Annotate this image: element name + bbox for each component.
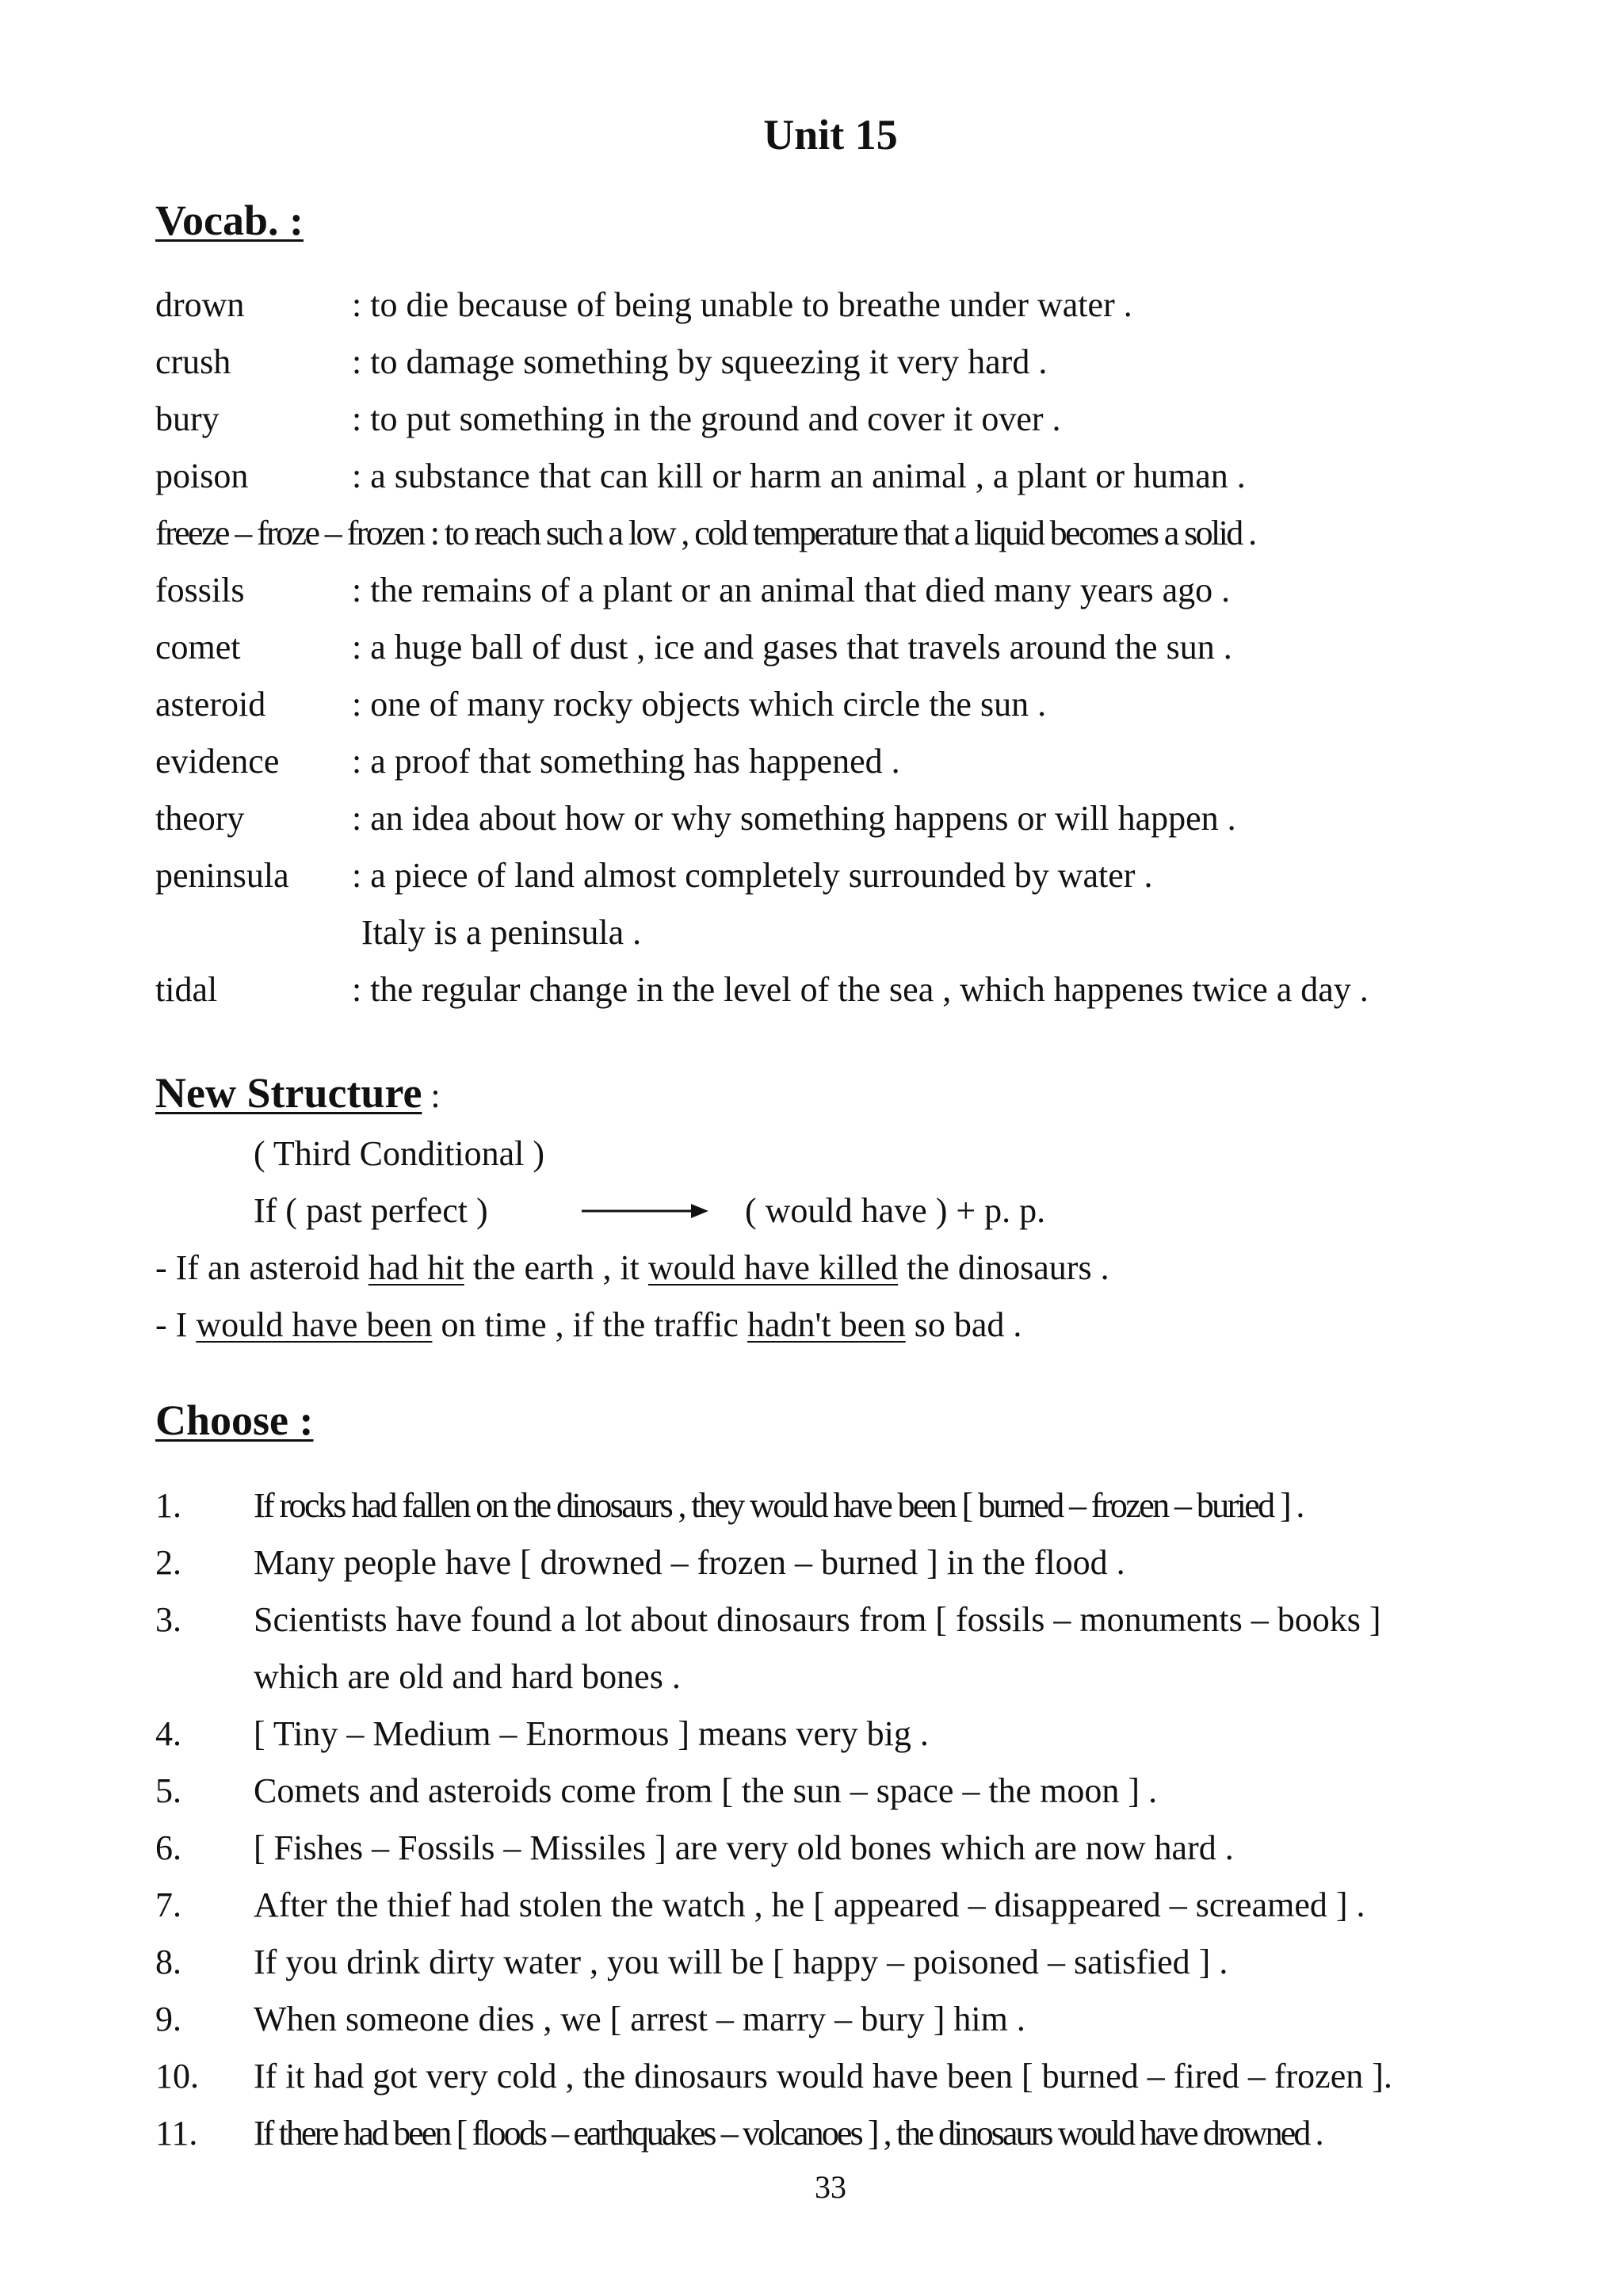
vocab-term: tidal [155,970,218,1009]
structure-heading-colon: : [422,1076,441,1115]
example-text: - If an asteroid [155,1248,369,1287]
question-number: 7. [155,1885,181,1924]
vocab-entry-freeze: freeze – froze – frozen : to reach such a low , cold temperature that a liquid becomes a solid . [155,514,1255,552]
structure-heading [155,1068,441,1121]
example-text: the earth , it [464,1248,648,1287]
structure-example-2 [155,1303,1022,1347]
question-number: 6. [155,1828,181,1867]
structure-formula-right: ( would have ) + p. p. [745,1191,1046,1230]
vocab-definition: : a huge ball of dust , ice and gases that travels around the sun . [352,628,1232,667]
question-text: If there had been [ floods – earthquakes – volcanoes ] , the dinosaurs would have drowned . [254,2114,1322,2153]
question-text: After the thief had stolen the watch , he [ appeared – disappeared – screamed ] . [254,1885,1365,1924]
vocab-definition: : a piece of land almost completely surrounded by water . [352,856,1153,895]
example-underlined: had hit [368,1248,464,1287]
example-underlined: hadn't been [747,1305,906,1344]
example-underlined: would have been [196,1305,433,1344]
question-text: which are old and hard bones . [254,1657,681,1696]
vocab-definition: : to put something in the ground and cover it over . [352,399,1061,438]
question-number: 2. [155,1543,181,1582]
structure-name: ( Third Conditional ) [254,1134,545,1173]
vocab-term: comet [155,628,241,667]
vocab-term: peninsula [155,856,289,895]
question-number: 5. [155,1771,181,1810]
example-text: so bad . [905,1305,1022,1344]
structure-example-1 [155,1246,1109,1290]
question-text: If rocks had fallen on the dinosaurs , they would have been [ burned – frozen – buried ] . [254,1486,1303,1525]
question-text: Many people have [ drowned – frozen – burned ] in the flood . [254,1543,1125,1582]
question-number: 9. [155,2000,181,2038]
page-title: Unit 15 [763,111,898,159]
page-number: 33 [815,2169,846,2205]
vocab-term: theory [155,799,245,838]
question-text: [ Tiny – Medium – Enormous ] means very big . [254,1714,929,1753]
vocab-definition: : one of many rocky objects which circle the sun . [352,685,1047,724]
vocab-definition: : a proof that something has happened . [352,742,900,781]
vocab-definition: : an idea about how or why something happens or will happen . [352,799,1236,838]
vocab-term: bury [155,399,220,438]
vocab-term: poison [155,457,249,495]
vocab-term: fossils [155,571,245,609]
vocab-term: drown [155,285,245,324]
vocab-definition: : a substance that can kill or harm an animal , a plant or human . [352,457,1246,495]
question-text: If it had got very cold , the dinosaurs would have been [ burned – fired – frozen ]. [254,2057,1392,2095]
example-text: the dinosaurs . [898,1248,1109,1287]
question-text: When someone dies , we [ arrest – marry – bury ] him . [254,2000,1025,2038]
question-number: 8. [155,1943,181,1981]
choose-heading-label: Choose : [155,1396,314,1444]
vocab-term: asteroid [155,685,266,724]
vocab-definition: : to damage something by squeezing it very hard . [352,342,1048,381]
question-number: 1. [155,1486,181,1525]
example-text: on time , if the traffic [432,1305,747,1344]
structure-formula-left: If ( past perfect ) [254,1191,488,1230]
question-number: 10. [155,2057,199,2095]
structure-heading-label: New Structure [155,1069,422,1117]
question-text: Scientists have found a lot about dinosaurs from [ fossils – monuments – books ] [254,1600,1381,1639]
choose-heading [155,1395,314,1446]
question-number: 4. [155,1714,181,1753]
vocab-definition: : to die because of being unable to breathe under water . [352,285,1132,324]
vocab-heading [155,195,304,246]
question-number: 3. [155,1600,181,1639]
example-text: - I [155,1305,197,1344]
example-underlined: would have killed [647,1248,899,1287]
question-text: [ Fishes – Fossils – Missiles ] are very old bones which are now hard . [254,1828,1234,1867]
arrow-right-icon [582,1201,708,1221]
vocab-heading-label: Vocab. : [155,197,304,244]
question-text: Comets and asteroids come from [ the sun – space – the moon ] . [254,1771,1158,1810]
vocab-example: Italy is a peninsula . [361,913,642,952]
vocab-term: crush [155,342,231,381]
question-number: 11. [155,2114,198,2153]
question-text: If you drink dirty water , you will be [ happy – poisoned – satisfied ] . [254,1943,1228,1981]
vocab-definition: : the regular change in the level of the sea , which happenes twice a day . [352,970,1369,1009]
vocab-definition: : the remains of a plant or an animal that died many years ago . [352,571,1231,609]
vocab-term: evidence [155,742,280,781]
